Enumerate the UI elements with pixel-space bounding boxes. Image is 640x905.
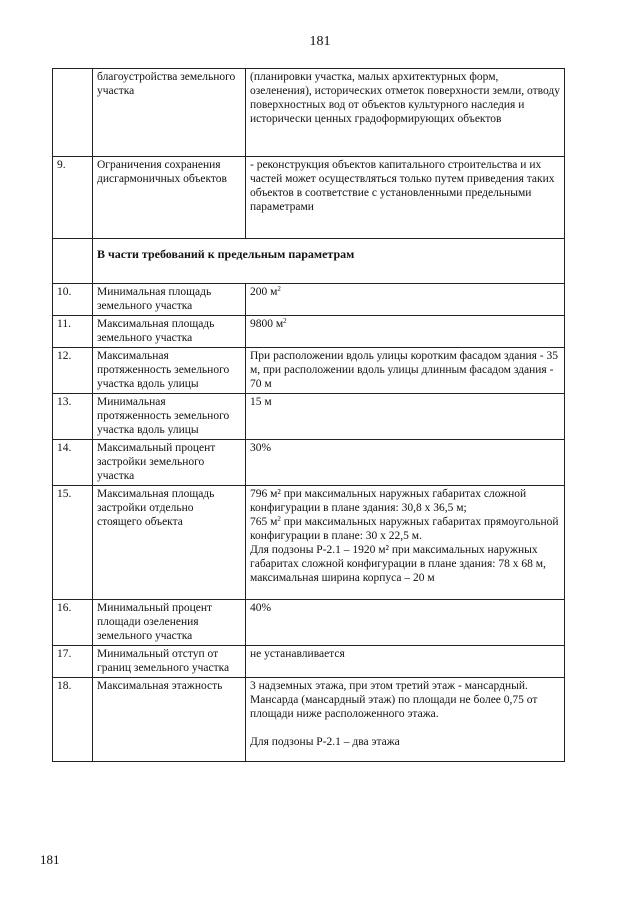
row-value: 15 м bbox=[246, 394, 565, 440]
table-row bbox=[53, 440, 565, 486]
table-row bbox=[53, 600, 565, 646]
value-line: при максимальных наружных габаритах прямоугольной конфигурации в плане: 30 х 22,5 м. bbox=[250, 516, 559, 542]
row-name: Максимальная этажность bbox=[93, 678, 246, 762]
row-name: Максимальный процент застройки земельного участка bbox=[93, 440, 246, 486]
row-number bbox=[53, 69, 93, 157]
requirements-table bbox=[52, 68, 565, 762]
superscript: 2 bbox=[277, 515, 281, 523]
page-number-bottom: 181 bbox=[40, 852, 60, 867]
row-number: 15. bbox=[53, 486, 93, 600]
row-number bbox=[53, 239, 93, 284]
row-name: Ограничения сохранения дисгармоничных объектов bbox=[93, 157, 246, 239]
row-value: При расположении вдоль улицы коротким фасадом здания - 35 м, при расположении вдоль улицы длинным фасадом здания - 70 м bbox=[246, 348, 565, 394]
page-number-top: 181 bbox=[309, 34, 331, 49]
table-row bbox=[53, 69, 565, 157]
row-value: - реконструкция объектов капитального строительства и их частей может осуществляться только путем приведения таких объектов в соответствие с установленными предельными параметрами bbox=[246, 157, 565, 239]
value-line: 796 м² при максимальных наружных габаритах сложной конфигурации в плане здания: 30,8 х 36,5 м; bbox=[250, 488, 527, 514]
value-text: 200 м bbox=[250, 286, 278, 298]
row-name: Максимальная площадь земельного участка bbox=[93, 316, 246, 348]
row-name: Минимальная площадь земельного участка bbox=[93, 284, 246, 316]
row-name: Максимальная площадь застройки отдельно стоящего объекта bbox=[93, 486, 246, 600]
row-name: благоустройства земельного участка bbox=[93, 69, 246, 157]
table-row bbox=[53, 646, 565, 678]
row-number: 10. bbox=[53, 284, 93, 316]
table-row bbox=[53, 284, 565, 316]
row-value bbox=[246, 678, 565, 762]
section-row bbox=[53, 239, 565, 284]
value-text: 9800 м bbox=[250, 318, 284, 330]
row-name: Минимальный отступ от границ земельного участка bbox=[93, 646, 246, 678]
row-number: 16. bbox=[53, 600, 93, 646]
row-value: не устанавливается bbox=[246, 646, 565, 678]
value-line: 765 м bbox=[250, 516, 278, 528]
table-row bbox=[53, 678, 565, 762]
table-row bbox=[53, 394, 565, 440]
row-value: 30% bbox=[246, 440, 565, 486]
table-row bbox=[53, 348, 565, 394]
row-number: 9. bbox=[53, 157, 93, 239]
row-number: 18. bbox=[53, 678, 93, 762]
row-value: 40% bbox=[246, 600, 565, 646]
row-name: Минимальный процент площади озеленения земельного участка bbox=[93, 600, 246, 646]
value-line: 3 надземных этажа, при этом третий этаж - мансардный. Мансарда (мансардный этаж) по площади не более 0,75 от площади ниже расположенного этажа. bbox=[250, 680, 538, 720]
row-name: Минимальная протяженность земельного участка вдоль улицы bbox=[93, 394, 246, 440]
table-row bbox=[53, 157, 565, 239]
row-value bbox=[246, 486, 565, 600]
value-line: Для подзоны Р-2.1 – два этажа bbox=[250, 736, 400, 748]
value-line: Для подзоны Р-2.1 – 1920 м² при максимальных наружных габаритах сложной конфигурации в плане здания: 78 х 68 м, максимальная ширина корпуса – 20 м bbox=[250, 544, 546, 584]
section-title: В части требований к предельным параметрам bbox=[93, 239, 565, 284]
row-number: 17. bbox=[53, 646, 93, 678]
row-number: 11. bbox=[53, 316, 93, 348]
row-number: 13. bbox=[53, 394, 93, 440]
superscript: 2 bbox=[277, 285, 281, 293]
row-value bbox=[246, 316, 565, 348]
row-number: 14. bbox=[53, 440, 93, 486]
superscript: 2 bbox=[283, 317, 287, 325]
row-name: Максимальная протяженность земельного участка вдоль улицы bbox=[93, 348, 246, 394]
row-value bbox=[246, 284, 565, 316]
row-value: (планировки участка, малых архитектурных форм, озеленения), исторических отметок поверхности земли, отводу поверхностных вод от объектов культурного наследия и исторически ценных градоформирующих объектов bbox=[246, 69, 565, 157]
table-row bbox=[53, 486, 565, 600]
table-row bbox=[53, 316, 565, 348]
row-number: 12. bbox=[53, 348, 93, 394]
